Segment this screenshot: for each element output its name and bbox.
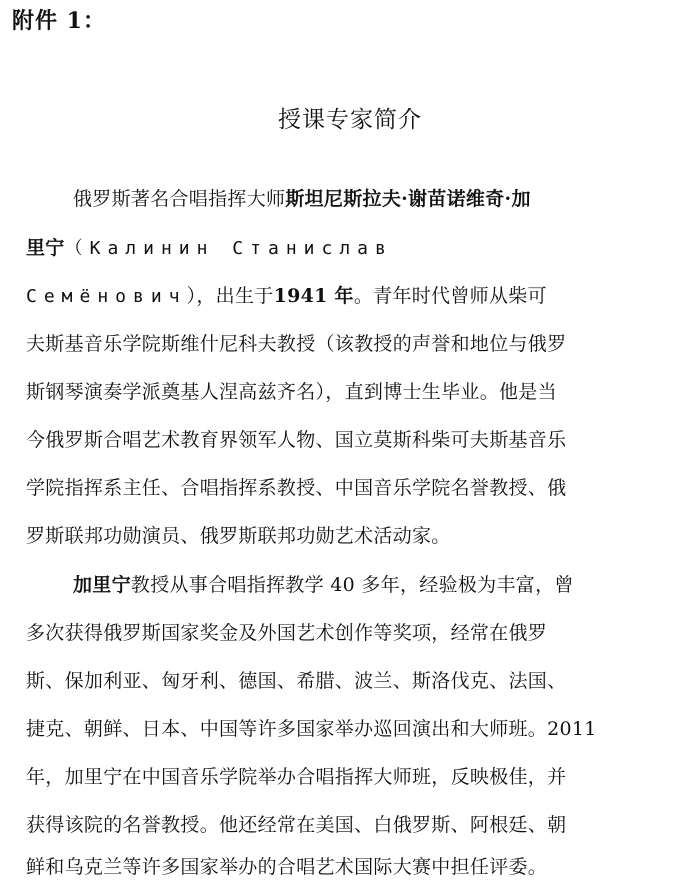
p1-line-8: 罗斯联邦功勋演员、俄罗斯联邦功勋艺术活动家。 [26, 525, 451, 547]
p1-text: 俄罗斯著名合唱指挥大师 [73, 188, 286, 210]
p1-line-5: 斯钢琴演奏学派奠基人涅高兹齐名），直到博士生毕业。他是当 [26, 381, 557, 403]
expert-name: 斯坦尼斯拉夫·谢苗诺维奇·加 [285, 188, 531, 210]
expert-name-end: 里宁 [26, 237, 65, 259]
p2-line-7: 鲜和乌克兰等许多国家举办的合唱艺术国际大赛中担任评委。 [26, 856, 548, 878]
birth-year: 1941 年 [273, 285, 354, 307]
p1-line-4: 夫斯基音乐学院斯维什尼科夫教授（该教授的声誉和地位与俄罗 [26, 333, 567, 355]
p2-line-2: 多次获得俄罗斯国家奖金及外国艺术创作等奖项，经常在俄罗 [26, 622, 548, 644]
document-title: 授课专家简介 [278, 107, 422, 133]
russian-name: （Калинин Станислав [64, 238, 393, 259]
p2-line-5: 年，加里宁在中国音乐学院举办合唱指挥大师班，反映极佳，并 [26, 766, 567, 788]
p1-line-7: 学院指挥系主任、合唱指挥系教授、中国音乐学院名誉教授、俄 [26, 477, 567, 499]
p1-line-3 [26, 282, 547, 311]
p1-line-2 [26, 234, 393, 263]
p1-line-6: 今俄罗斯合唱艺术教育界领军人物、国立莫斯科柴可夫斯基音乐 [26, 429, 567, 451]
p1-text: 。青年时代曾师从柴可 [353, 285, 547, 307]
russian-patronymic: Семёнович [26, 286, 187, 307]
p2-line-6: 获得该院的名誉教授。他还经常在美国、白俄罗斯、阿根廷、朝 [26, 814, 567, 836]
p2-line-4: 捷克、朝鲜、日本、中国等许多国家举办巡回演出和大师班。2011 [26, 718, 597, 740]
p2-text: 教授从事合唱指挥教学 40 多年，经验极为丰富，曾 [130, 574, 574, 596]
p1-text: ），出生于 [186, 285, 274, 307]
attachment-label: 附件 1： [12, 8, 106, 34]
expert-short-name: 加里宁 [73, 574, 131, 596]
p2-line-1 [73, 571, 574, 599]
p1-line-1 [73, 185, 531, 213]
p2-line-3: 斯、保加利亚、匈牙利、德国、希腊、波兰、斯洛伐克、法国、 [26, 670, 567, 692]
